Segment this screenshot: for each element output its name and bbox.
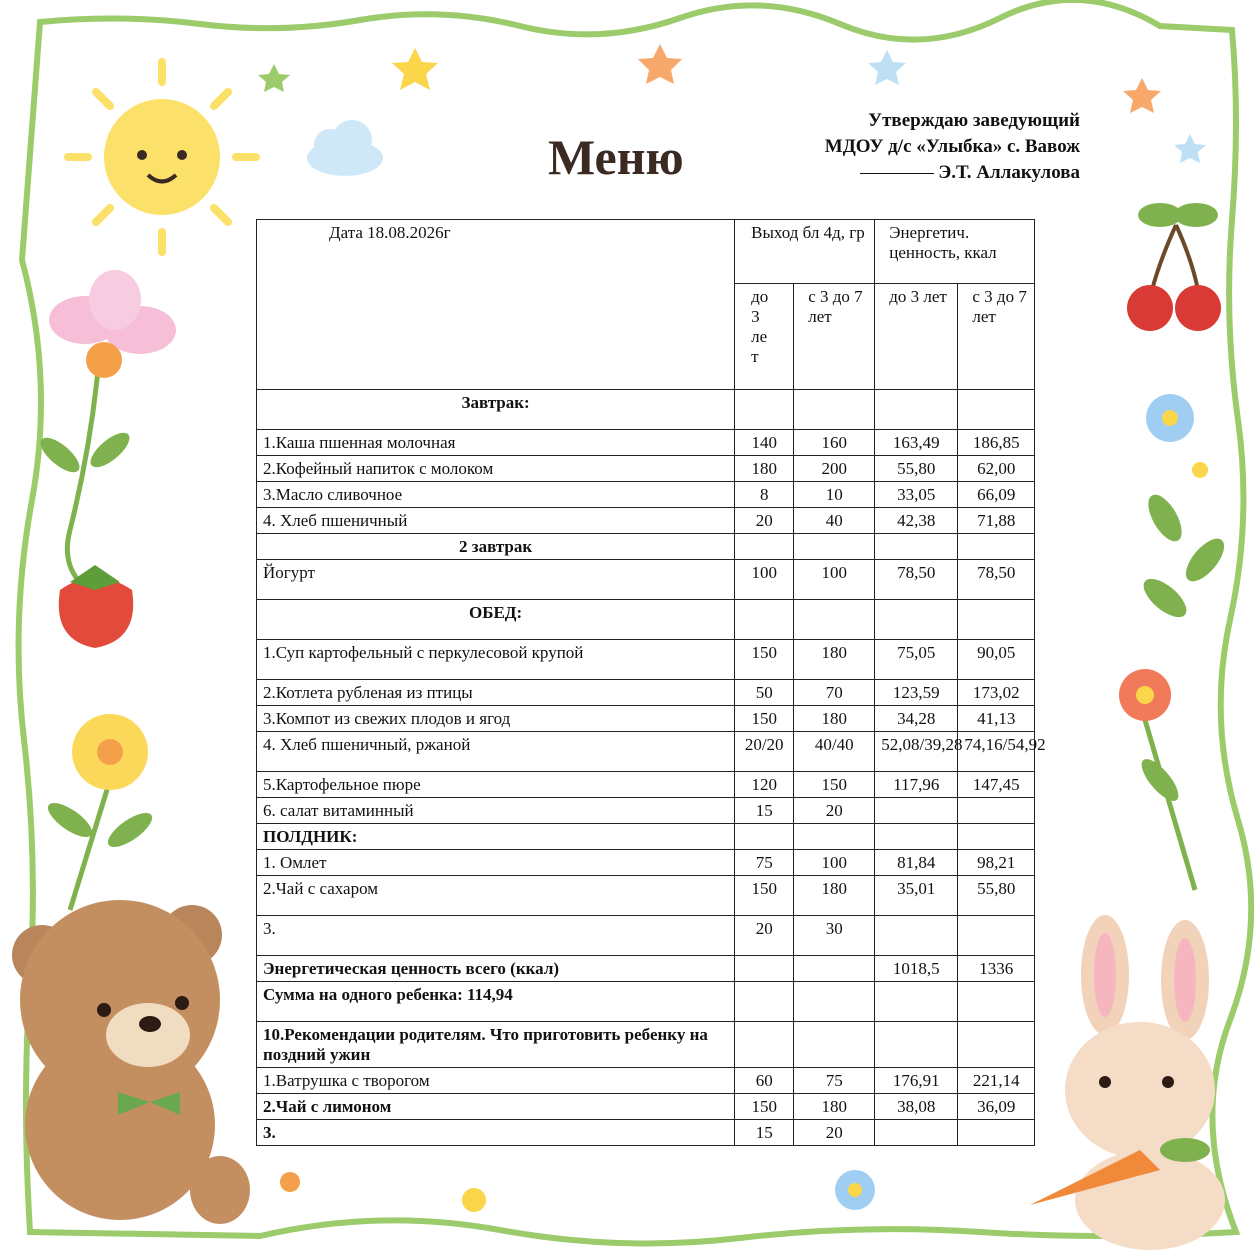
- star-icon: [1123, 78, 1161, 113]
- table-row: [257, 680, 1035, 706]
- portion-cell: [735, 1022, 794, 1068]
- energy-cell: [875, 1120, 958, 1146]
- portion-cell: [735, 390, 794, 430]
- energy-cell: 1018,5: [875, 956, 958, 982]
- strawberry-icon: [59, 565, 133, 648]
- energy-cell: [875, 1022, 958, 1068]
- energy-cell: [958, 916, 1035, 956]
- energy-cell: 186,85: [958, 430, 1035, 456]
- flower-icon: [462, 1188, 486, 1212]
- portion-cell: 120: [735, 772, 794, 798]
- bear-illustration: [12, 900, 250, 1224]
- table-row: [257, 850, 1035, 876]
- dish-name: 3.Масло сливочное: [257, 482, 735, 508]
- date-label: Дата 18.08.2026г: [329, 223, 451, 242]
- table-row: [257, 430, 1035, 456]
- energy-cell: 52,08/39,28: [875, 732, 958, 772]
- portion-cell: 180: [794, 876, 875, 916]
- table-row: [257, 876, 1035, 916]
- dish-name: ОБЕД:: [257, 600, 735, 640]
- portion-cell: 20: [794, 798, 875, 824]
- portion-cell: 180: [735, 456, 794, 482]
- star-icon: [638, 44, 682, 84]
- energy-cell: [875, 982, 958, 1022]
- energy-cell: 117,96: [875, 772, 958, 798]
- dish-name: 2 завтрак: [257, 534, 735, 560]
- energy-cell: 90,05: [958, 640, 1035, 680]
- portion-cell: 15: [735, 798, 794, 824]
- energy-cell: [875, 600, 958, 640]
- energy-cell: 55,80: [875, 456, 958, 482]
- portion-cell: 40: [794, 508, 875, 534]
- energy-cell: 81,84: [875, 850, 958, 876]
- flower-icon: [1119, 669, 1195, 890]
- dish-name: Энергетическая ценность всего (ккал): [257, 956, 735, 982]
- portion-cell: 100: [735, 560, 794, 600]
- portion-cell: 150: [735, 706, 794, 732]
- energy-cell: [958, 534, 1035, 560]
- energy-cell: 176,91: [875, 1068, 958, 1094]
- energy-cell: [958, 982, 1035, 1022]
- sun-icon: [68, 62, 256, 252]
- energy-cell: 41,13: [958, 706, 1035, 732]
- dish-name: 4. Хлеб пшеничный: [257, 508, 735, 534]
- approval-line-1: Утверждаю заведующий: [868, 110, 1080, 131]
- table-row: [257, 956, 1035, 982]
- energy-cell: 55,80: [958, 876, 1035, 916]
- portion-cell: 150: [735, 876, 794, 916]
- energy-cell: 33,05: [875, 482, 958, 508]
- dish-name: Завтрак:: [257, 390, 735, 430]
- portion-cell: 40/40: [794, 732, 875, 772]
- dish-name: 2.Чай с лимоном: [257, 1094, 735, 1120]
- dish-name: 3.: [257, 916, 735, 956]
- dish-name: 1.Суп картофельный с перкулесовой крупой: [257, 640, 735, 680]
- star-icon: [868, 50, 906, 85]
- portion-cell: 75: [794, 1068, 875, 1094]
- dish-name: 4. Хлеб пшеничный, ржаной: [257, 732, 735, 772]
- portion-cell: [735, 534, 794, 560]
- energy-young-header: до 3 лет: [875, 284, 958, 390]
- portion-cell: [794, 982, 875, 1022]
- portion-cell: 200: [794, 456, 875, 482]
- portion-cell: 180: [794, 640, 875, 680]
- portion-cell: 100: [794, 850, 875, 876]
- portion-cell: 30: [794, 916, 875, 956]
- portion-cell: [735, 956, 794, 982]
- table-header-row: [257, 220, 1035, 284]
- energy-cell: [875, 824, 958, 850]
- dish-name: 6. салат витаминный: [257, 798, 735, 824]
- energy-cell: 34,28: [875, 706, 958, 732]
- portion-cell: 20/20: [735, 732, 794, 772]
- energy-cell: 35,01: [875, 876, 958, 916]
- energy-cell: 74,16/54,92: [958, 732, 1035, 772]
- portion-cell: 180: [794, 1094, 875, 1120]
- energy-cell: 66,09: [958, 482, 1035, 508]
- table-row: [257, 772, 1035, 798]
- cloud-icon: [307, 120, 383, 176]
- table-row: [257, 824, 1035, 850]
- energy-cell: 78,50: [958, 560, 1035, 600]
- energy-cell: 98,21: [958, 850, 1035, 876]
- approval-block: [825, 108, 1080, 186]
- table-row: [257, 456, 1035, 482]
- dish-name: 5.Картофельное пюре: [257, 772, 735, 798]
- table-row: [257, 732, 1035, 772]
- energy-old-header: с 3 до 7 лет: [958, 284, 1035, 390]
- table-row: [257, 560, 1035, 600]
- date-cell: [257, 220, 735, 390]
- portion-cell: 10: [794, 482, 875, 508]
- portion-cell: 150: [794, 772, 875, 798]
- energy-cell: 221,14: [958, 1068, 1035, 1094]
- energy-cell: 71,88: [958, 508, 1035, 534]
- approval-line-2: МДОУ д/с «Улыбка» с. Вавож: [824, 136, 1080, 157]
- portion-cell: 15: [735, 1120, 794, 1146]
- flower-icon: [35, 270, 176, 580]
- portion-cell: 50: [735, 680, 794, 706]
- portion-cell: [735, 600, 794, 640]
- portion-cell: [794, 534, 875, 560]
- bunny-illustration: [1030, 915, 1225, 1250]
- energy-cell: 75,05: [875, 640, 958, 680]
- portion-cell: 160: [794, 430, 875, 456]
- energy-header: Энергетич. ценность, ккал: [875, 220, 1035, 284]
- table-row: [257, 600, 1035, 640]
- portion-cell: 70: [794, 680, 875, 706]
- energy-cell: [875, 534, 958, 560]
- vine-icon: [1137, 489, 1231, 623]
- menu-table: [256, 219, 1046, 1146]
- energy-cell: 38,08: [875, 1094, 958, 1120]
- portion-cell: [735, 982, 794, 1022]
- table-row: [257, 1120, 1035, 1146]
- table-row: [257, 916, 1035, 956]
- table-row: [257, 1068, 1035, 1094]
- energy-cell: 36,09: [958, 1094, 1035, 1120]
- dish-name: 3.Компот из свежих плодов и ягод: [257, 706, 735, 732]
- energy-cell: 42,38: [875, 508, 958, 534]
- table-row: [257, 640, 1035, 680]
- portion-cell: [735, 824, 794, 850]
- table-row: [257, 706, 1035, 732]
- energy-cell: [875, 916, 958, 956]
- table-row: [257, 798, 1035, 824]
- star-icon: [258, 64, 290, 92]
- table-row: [257, 508, 1035, 534]
- dish-name: 2.Кофейный напиток с молоком: [257, 456, 735, 482]
- energy-cell: 123,59: [875, 680, 958, 706]
- flower-icon: [43, 714, 157, 910]
- table-row: [257, 982, 1035, 1022]
- flower-icon: [1192, 462, 1208, 478]
- dish-name: 2.Чай с сахаром: [257, 876, 735, 916]
- dish-name: Йогурт: [257, 560, 735, 600]
- energy-cell: [958, 1022, 1035, 1068]
- energy-cell: 163,49: [875, 430, 958, 456]
- star-icon: [392, 48, 438, 90]
- portion-cell: 140: [735, 430, 794, 456]
- star-icon: [1174, 134, 1206, 163]
- dish-name: 1.Ватрушка с творогом: [257, 1068, 735, 1094]
- energy-cell: [958, 600, 1035, 640]
- portion-cell: [794, 824, 875, 850]
- energy-cell: 62,00: [958, 456, 1035, 482]
- portion-cell: [794, 956, 875, 982]
- dish-name: 1.Каша пшенная молочная: [257, 430, 735, 456]
- dish-name: 10.Рекомендации родителям. Что приготовить ребенку на поздний ужин: [257, 1022, 735, 1068]
- energy-cell: 173,02: [958, 680, 1035, 706]
- cherry-icon: [1127, 203, 1221, 331]
- portion-cell: [794, 390, 875, 430]
- energy-cell: [958, 390, 1035, 430]
- dish-name: Сумма на одного ребенка: 114,94: [257, 982, 735, 1022]
- energy-cell: 1336: [958, 956, 1035, 982]
- portion-cell: 20: [735, 508, 794, 534]
- table-row: [257, 1022, 1035, 1068]
- portion-cell: 60: [735, 1068, 794, 1094]
- portion-cell: [794, 1022, 875, 1068]
- dish-name: 2.Котлета рубленая из птицы: [257, 680, 735, 706]
- table-row: [257, 482, 1035, 508]
- signature-line: [860, 173, 934, 174]
- energy-cell: [958, 798, 1035, 824]
- portion-cell: 20: [735, 916, 794, 956]
- portion-cell: [794, 600, 875, 640]
- dish-name: ПОЛДНИК:: [257, 824, 735, 850]
- portion-cell: 8: [735, 482, 794, 508]
- portion-cell: 100: [794, 560, 875, 600]
- table-row: [257, 534, 1035, 560]
- dish-name: 3.: [257, 1120, 735, 1146]
- approval-line-3: [825, 160, 1080, 186]
- table-row: [257, 390, 1035, 430]
- portion-cell: 150: [735, 1094, 794, 1120]
- energy-cell: [875, 798, 958, 824]
- energy-cell: [875, 390, 958, 430]
- energy-cell: [958, 1120, 1035, 1146]
- portion-cell: 20: [794, 1120, 875, 1146]
- energy-cell: 78,50: [875, 560, 958, 600]
- dish-name: 1. Омлет: [257, 850, 735, 876]
- flower-icon: [280, 1172, 300, 1192]
- portion-cell: 150: [735, 640, 794, 680]
- portion-cell: 75: [735, 850, 794, 876]
- energy-cell: 147,45: [958, 772, 1035, 798]
- energy-cell: [958, 824, 1035, 850]
- director-name: Э.Т. Аллакулова: [938, 162, 1080, 183]
- portion-cell: 180: [794, 706, 875, 732]
- output-old-header: с 3 до 7 лет: [794, 284, 875, 390]
- output-header: Выход бл 4д, гр: [735, 220, 875, 284]
- output-young-header: до 3 лет: [735, 284, 794, 390]
- table-row: [257, 1094, 1035, 1120]
- page-title: Меню: [548, 129, 684, 185]
